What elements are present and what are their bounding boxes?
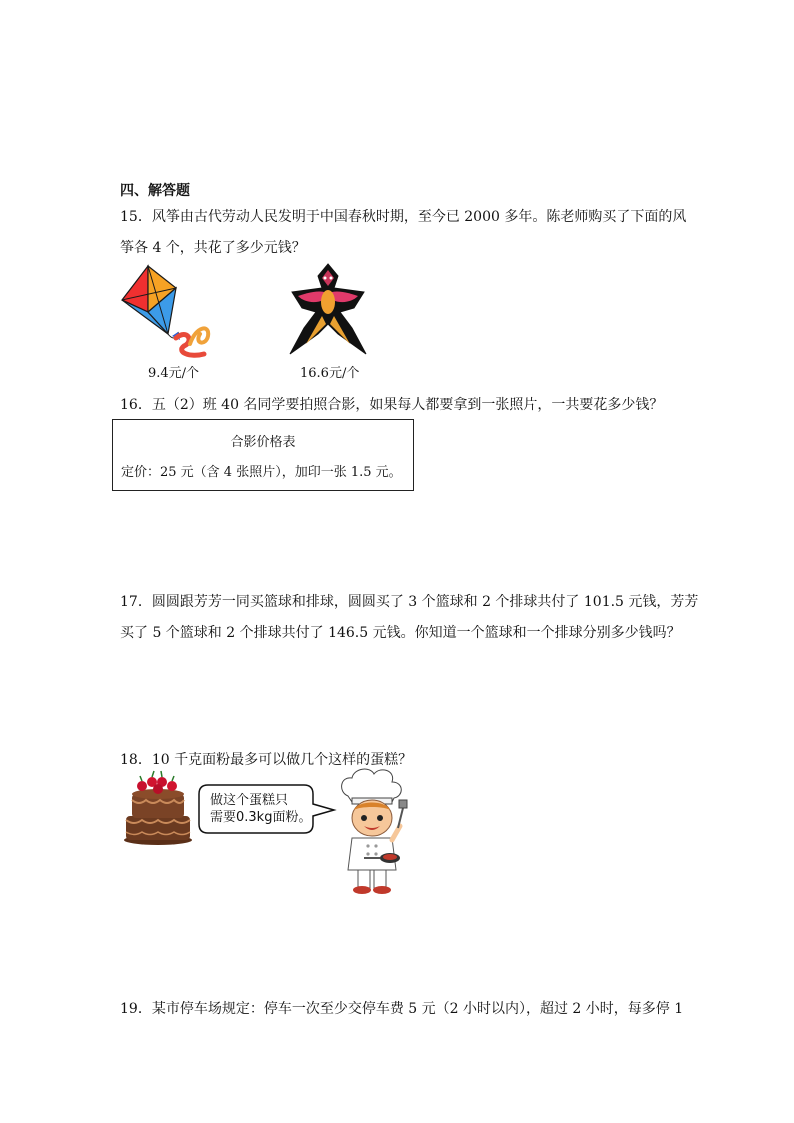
price-table-body: 定价：25 元（含 4 张照片），加印一张 1.5 元。 [121, 465, 402, 480]
q15-line1: 15．风筝由古代劳动人民发明于中国春秋时期，至今已 2000 多年。陈老师购买了下面的风 [120, 209, 687, 225]
cake-image [122, 770, 194, 846]
swallow-kite-image [288, 262, 368, 356]
q16-line1: 16．五（2）班 40 名同学要拍照合影，如果每人都要拿到一张照片，一共要花多少钱？ [120, 397, 664, 413]
bubble-line2: 需要0.3kg面粉。 [210, 810, 312, 825]
kite2-price: 16.6元/个 [300, 366, 360, 381]
bubble-line1: 做这个蛋糕只 [210, 793, 289, 808]
chef-image [334, 766, 410, 898]
price-table-title: 合影价格表 [230, 435, 296, 450]
kite1-price: 9.4元/个 [148, 366, 200, 381]
q17-line1: 17．圆圆跟芳芳一同买篮球和排球，圆圆买了 3 个篮球和 2 个排球共付了 101.5 元钱，芳芳 [120, 594, 699, 610]
section-title: 四、解答题 [120, 183, 190, 199]
diamond-kite-image [118, 262, 218, 362]
q18-line1: 18．10 千克面粉最多可以做几个这样的蛋糕？ [120, 752, 413, 768]
price-table-box [112, 419, 414, 491]
q17-line2: 买了 5 个篮球和 2 个排球共付了 146.5 元钱。你知道一个篮球和一个排球分别多少钱吗？ [120, 625, 681, 641]
q15-line2: 筝各 4 个，共花了多少元钱？ [120, 240, 306, 256]
q19-line1: 19．某市停车场规定：停车一次至少交停车费 5 元（2 小时以内），超过 2 小时，每多停 1 [120, 1001, 684, 1017]
